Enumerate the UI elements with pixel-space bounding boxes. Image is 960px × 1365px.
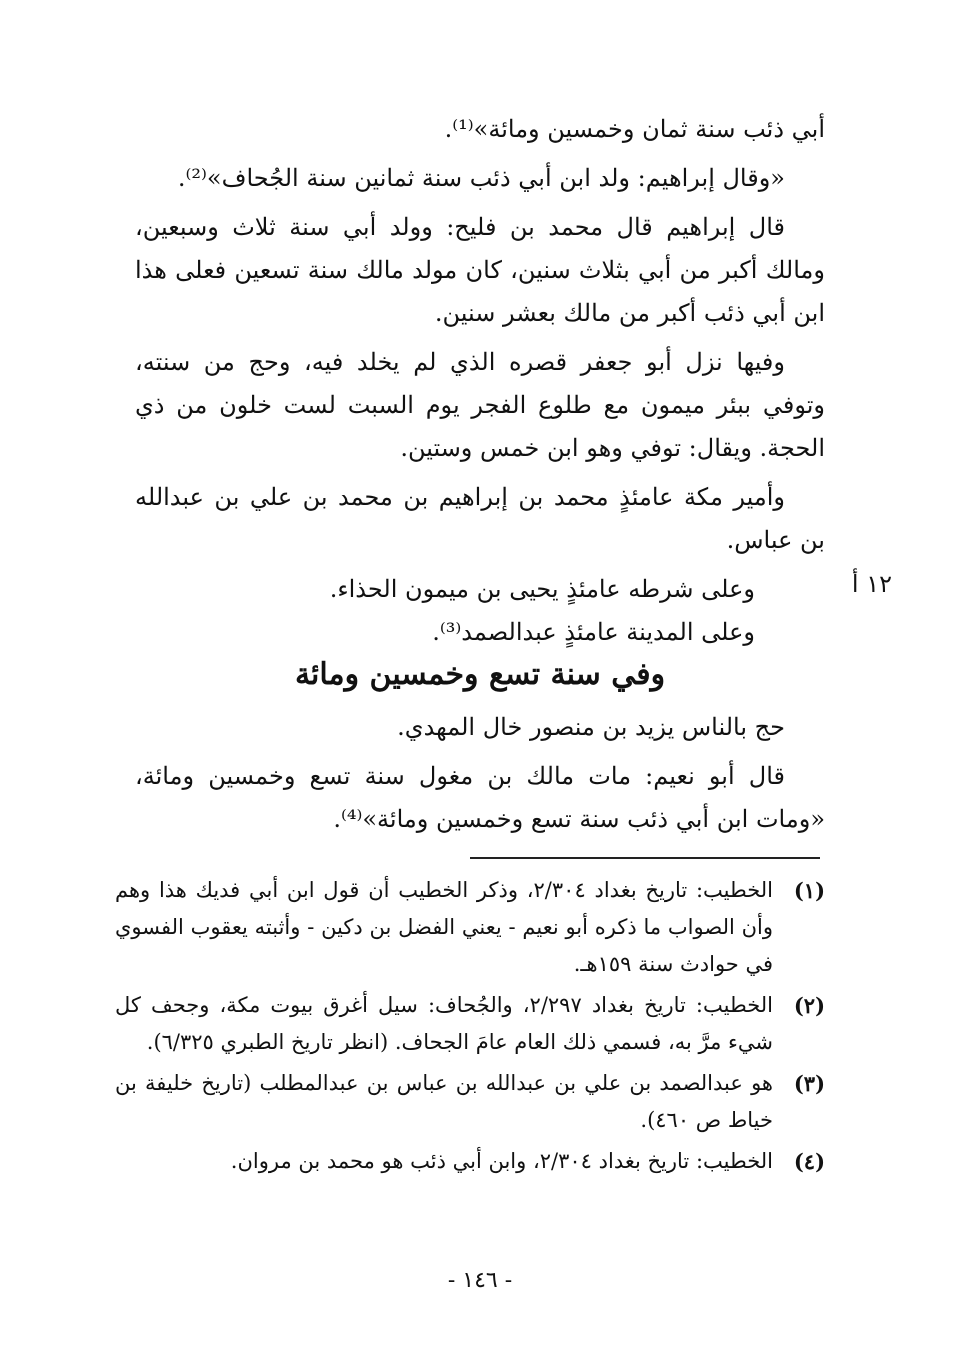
paragraph: وعلى المدينة عامئذٍ عبدالصمد⁽³⁾. (432, 618, 755, 646)
footnote (115, 872, 825, 983)
main-text-bottom (135, 706, 825, 847)
footnote-number: (١) (793, 878, 825, 903)
section-heading: وفي سنة تسع وخمسين ومائة (294, 657, 666, 692)
footnote-separator (470, 857, 820, 859)
paragraph: قال أبو نعيم: مات مالك بن مغول سنة تسع وخمسين ومائة، «ومات ابن أبي ذئب سنة تسع وخمسين ومائة»⁽⁴⁾. (135, 762, 825, 833)
paragraph: قال إبراهيم قال محمد بن فليح: وولد أبي سنة ثلاث وسبعين، ومالك أكبر من أبي بثلاث سنين، كان مولد مالك سنة تسعين فعلى هذا ابن أبي ذئب أكبر من مالك بعشر سنين. (135, 213, 825, 327)
footnote-number: (٣) (793, 1071, 825, 1096)
paragraph: حج بالناس يزيد بن منصور خال المهدي. (397, 713, 785, 741)
footnote-number: (٢) (793, 993, 825, 1018)
footnote (115, 1143, 825, 1180)
paragraph: «وقال إبراهيم: ولد ابن أبي ذئب سنة ثمانين سنة الجُحاف»⁽²⁾. (177, 164, 785, 192)
paragraph: وفيها نزل أبو جعفر قصره الذي لم يخلد فيه، وحج من سنته، وتوفي ببئر ميمون مع طلوع الفجر يوم السبت لست خلون من ذي الحجة. ويقال: توفي وهو ابن خمس وستين. (135, 348, 825, 462)
page-number: - ١٤٦ - (447, 1268, 513, 1293)
footnote-number: (٤) (793, 1149, 825, 1174)
footnotes (115, 872, 825, 1184)
paragraph: وعلى شرطه عامئذٍ يحيى بن ميمون الحذاء. (329, 575, 755, 603)
footnote-text: هو عبدالصمد بن علي بن عبدالله بن عباس بن عبدالمطلب (تاريخ خليفة بن خياط ص ٤٦٠). (115, 1071, 773, 1132)
footnote-text: الخطيب: تاريخ بغداد ٢/٣٠٤، وذكر الخطيب أن قول ابن أبي فديك هذا وهم وأن الصواب ما ذكره أبو نعيم - يعني الفضل بن دكين - وأثبته يعقوب الفسوي في حوادث سنة ١٥٩هـ. (115, 878, 773, 976)
manuscript-folio-marker: ١٢ أ (851, 570, 892, 598)
footnote (115, 987, 825, 1061)
footnote (115, 1065, 825, 1139)
main-text-top (135, 108, 825, 654)
footnote-text: الخطيب: تاريخ بغداد ٢/٣٠٤، وابن أبي ذئب هو محمد بن مروان. (230, 1149, 773, 1173)
paragraph: أبي ذئب سنة ثمان وخمسين ومائة»⁽¹⁾. (444, 115, 825, 143)
paragraph: وأمير مكة عامئذٍ محمد بن إبراهيم بن محمد بن علي بن عبدالله بن عباس. (135, 483, 825, 554)
footnote-text: الخطيب: تاريخ بغداد ٢/٢٩٧، والجُحاف: سيل أغرق بيوت مكة، وجحف كل شيء مرَّ به، فسمي ذلك العام عامَ الجحاف. (انظر تاريخ الطبري ٦/٣٢٥). (115, 993, 773, 1054)
